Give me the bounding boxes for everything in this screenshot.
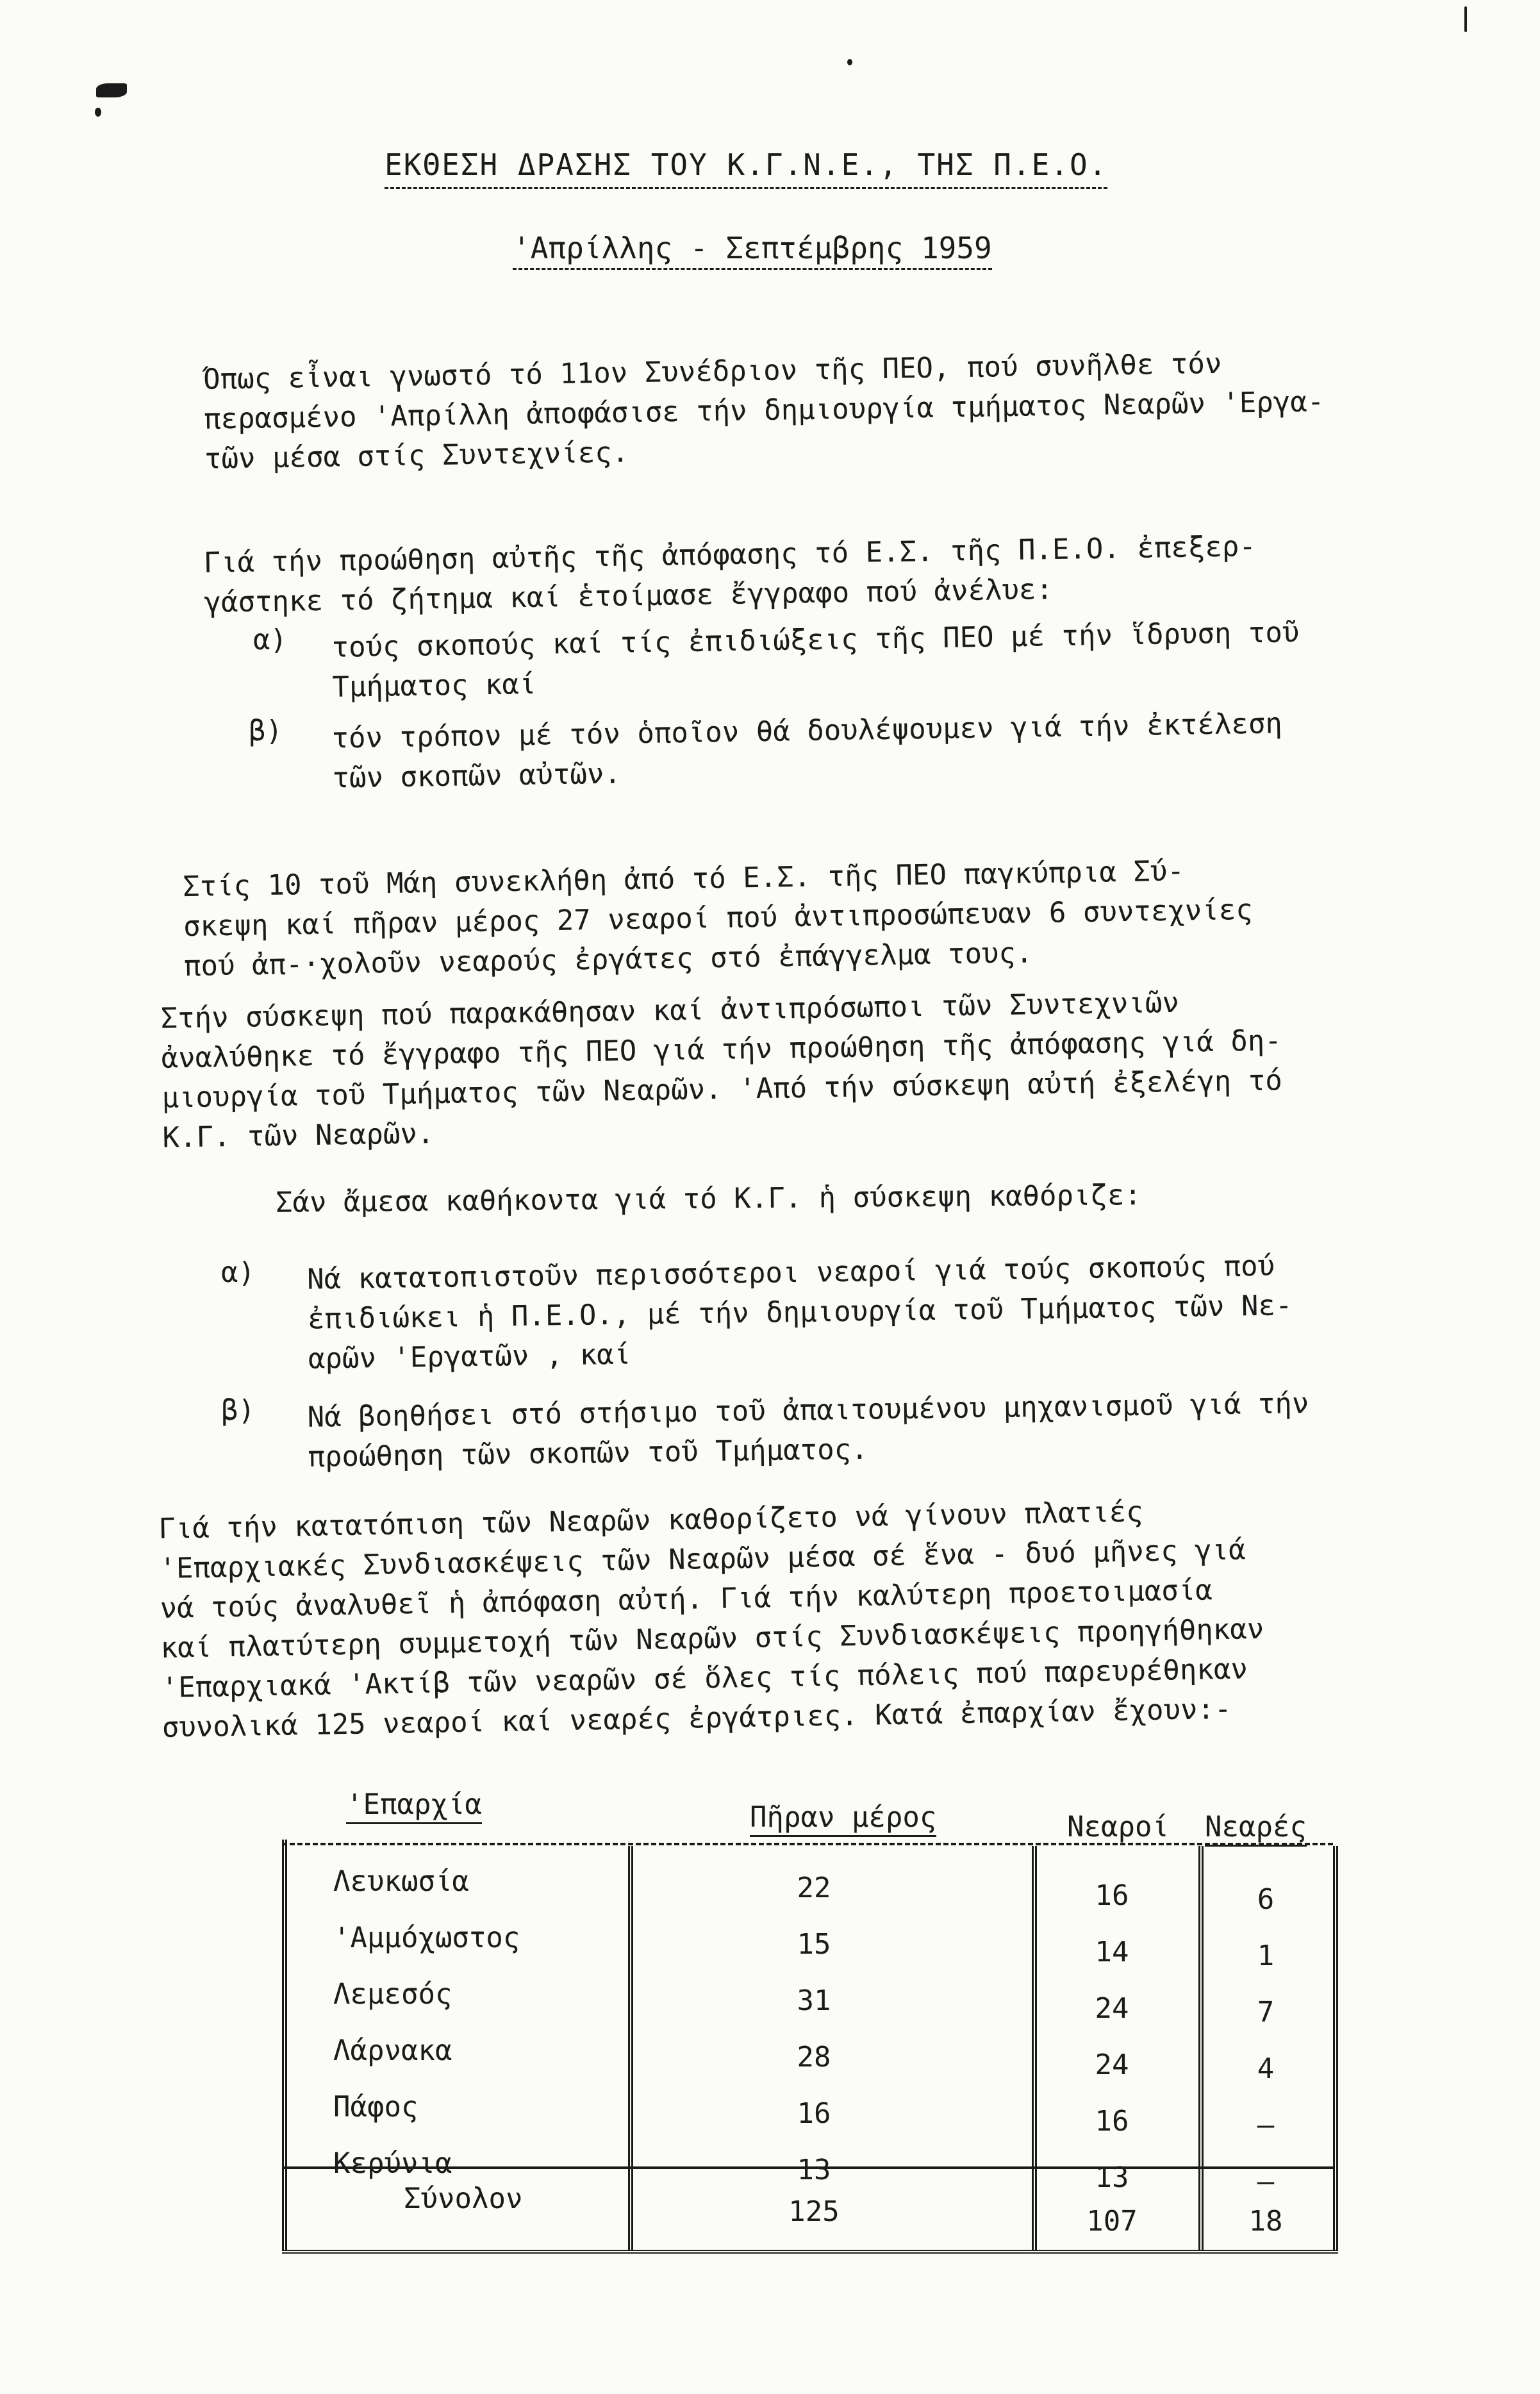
row-young-women: — (1257, 2109, 1275, 2141)
row-young-men: 14 (1095, 1936, 1129, 1968)
table-left-border (282, 1840, 287, 2250)
row-participated: 22 (797, 1872, 831, 1904)
document-title: ΕΚΘΕΣΗ ΔΡΑΣΗΣ ΤΟΥ Κ.Γ.Ν.Ε., ΤΗΣ Π.Ε.Ο. (385, 147, 1107, 189)
list-marker-a: α) (221, 1256, 255, 1289)
scan-speck-mark (95, 108, 101, 117)
scan-speck-mark (96, 83, 127, 97)
table-total-rule (282, 2166, 1333, 2169)
list-item-method: τόν τρόπον μέ τόν ὁποῖον θά δουλέψουμεν γιά τήν ἐκτέλεση τῶν σκοπῶν αὐτῶν. (331, 707, 1283, 795)
total-young-men: 107 (1086, 2205, 1138, 2238)
scan-speck-mark (1464, 6, 1467, 32)
list-marker-a: α) (253, 624, 287, 656)
row-young-women: 4 (1257, 2052, 1275, 2085)
row-young-men: 24 (1095, 1992, 1129, 2025)
row-young-women: 1 (1257, 1940, 1275, 1972)
table-column-rule (1198, 1846, 1204, 2250)
district-participation-table (282, 1782, 1339, 2275)
list-item-aims: τούς σκοπούς καί τίς ἐπιδιώξεις τῆς ΠΕΟ μέ τήν ἵδρυση τοῦ Τμήματος καί (331, 616, 1300, 704)
row-participated: 28 (797, 2041, 831, 2074)
row-young-women: 6 (1257, 1883, 1275, 1916)
header-young-men: Νεαροί (1067, 1811, 1169, 1843)
row-district: Λεμεσός (333, 1978, 452, 2011)
row-young-men: 24 (1095, 2049, 1129, 2081)
row-young-men: 13 (1095, 2161, 1129, 2194)
total-participated: 125 (788, 2195, 840, 2228)
paragraph-intro: Όπως εἶναι γνωστό τό 11ον Συνέδριον τῆς ΠΕΟ, πού συνῆλθε τόν περασμένο 'Απρίλλη ἀποφάσισε τήν δημιουργία τμήματος Νεαρῶν 'Εργα- τῶν μέσα στίς Συντεχνίες. (203, 347, 1325, 476)
paragraph-duties: Σάν ἄμεσα καθήκοντα γιά τό Κ.Γ. ἡ σύσκεψη καθόριζε: (275, 1179, 1142, 1219)
table-right-border (1333, 1846, 1338, 2250)
row-young-women: 7 (1257, 1996, 1275, 2029)
row-district: Πάφος (333, 2091, 418, 2124)
list-marker-b: β) (221, 1394, 255, 1427)
table-column-rule (1032, 1846, 1037, 2250)
paragraph-meeting: Στήν σύσκεψη πού παρακάθησαν καί ἀντιπρόσωποι τῶν Συντεχνιῶν ἀναλύθηκε τό ἔγγραφο τῆς ΠΕΟ γιά τήν προώθηση τῆς ἀπόφασης γιά δη- μιουργία τοῦ Τμήματος τῶν Νεαρῶν. 'Από τήν σύσκεψη αὐτή ἐξελέγη τό Κ.Γ. τῶν Νεαρῶν. (160, 986, 1283, 1154)
header-participated: Πῆραν μέρος (750, 1801, 936, 1837)
row-district: Λευκωσία (333, 1865, 469, 1898)
total-label: Σύνολον (404, 2182, 523, 2215)
table-top-rule (282, 1843, 1333, 1845)
row-young-men: 16 (1095, 2105, 1129, 2138)
list-item-inform: Νά κατατοπιστοῦν περισσότεροι νεαροί γιά τούς σκοπούς πού ἐπιδιώκει ἡ Π.Ε.Ο., μέ τήν δημιουργία τοῦ Τμήματος τῶν Νε- αρῶν 'Εργατῶν , καί (306, 1249, 1293, 1376)
paragraph-conference: Στίς 10 τοῦ Μάη συνεκλήθη ἀπό τό Ε.Σ. τῆς ΠΕΟ παγκύπρια Σύ- σκεψη καί πῆραν μέρος 27 νεαροί πού ἀντιπροσώπευαν 6 συντεχνίες πού ἀπ-·χολοῦν νεαρούς ἐργάτες στό ἐπάγγελμα τους. (182, 854, 1254, 983)
row-participated: 15 (797, 1928, 831, 1961)
paragraph-regional: Γιά τήν κατατόπιση τῶν Νεαρῶν καθορίζετο νά γίνουν πλατιές 'Επαρχιακές Συνδιασκέψεις τῶν Νεαρῶν μέσα σέ ἕνα - δυό μῆνες γιά νά τούς ἀναλυθεῖ ἡ ἀπόφαση αὐτή. Γιά τήν καλύτερη προετοιμασία καί πλατύτερη συμμετοχή τῶν Νεαρῶν στίς Συνδιασκέψεις προηγήθηκαν 'Επαρχιακά 'Ακτίβ τῶν νεαρῶν σέ ὅλες τίς πόλεις πού παρευρέθηκαν συνολικά 125 νεαροί καί νεαρές ἐργάτριες. Κατά ἐπαρχίαν ἔχουν:- (158, 1495, 1264, 1744)
row-participated: 13 (797, 2154, 831, 2186)
table-bottom-rule (282, 2250, 1338, 2254)
row-district: 'Αμμόχωστος (333, 1922, 520, 1954)
list-item-help: Νά βοηθήσει στό στήσιμο τοῦ ἀπαιτουμένου μηχανισμοῦ γιά τήν προώθηση τῶν σκοπῶν τοῦ Τμήματος. (307, 1387, 1309, 1474)
list-marker-b: β) (249, 715, 283, 747)
paragraph-preparation: Γιά τήν προώθηση αὐτῆς τῆς ἀπόφασης τό Ε.Σ. τῆς Π.Ε.Ο. ἐπεξερ- γάστηκε τό ζήτημα καί ἑτοίμασε ἔγγραφο πού ἀνέλυε: (203, 530, 1257, 619)
table-column-rule (628, 1846, 633, 2250)
header-young-women: Νεαρές (1205, 1811, 1307, 1847)
row-young-women: — (1257, 2165, 1275, 2198)
header-district: 'Επαρχία (346, 1788, 482, 1824)
row-young-men: 16 (1095, 1879, 1129, 1912)
row-participated: 31 (797, 1984, 831, 2017)
scan-speck-mark (847, 59, 852, 65)
document-subtitle: 'Απρίλλης - Σεπτέμβρης 1959 (513, 231, 992, 270)
row-district: Κερύνια (333, 2147, 452, 2180)
total-young-women: 18 (1248, 2205, 1283, 2238)
row-district: Λάρνακα (333, 2034, 452, 2067)
row-participated: 16 (797, 2097, 831, 2130)
